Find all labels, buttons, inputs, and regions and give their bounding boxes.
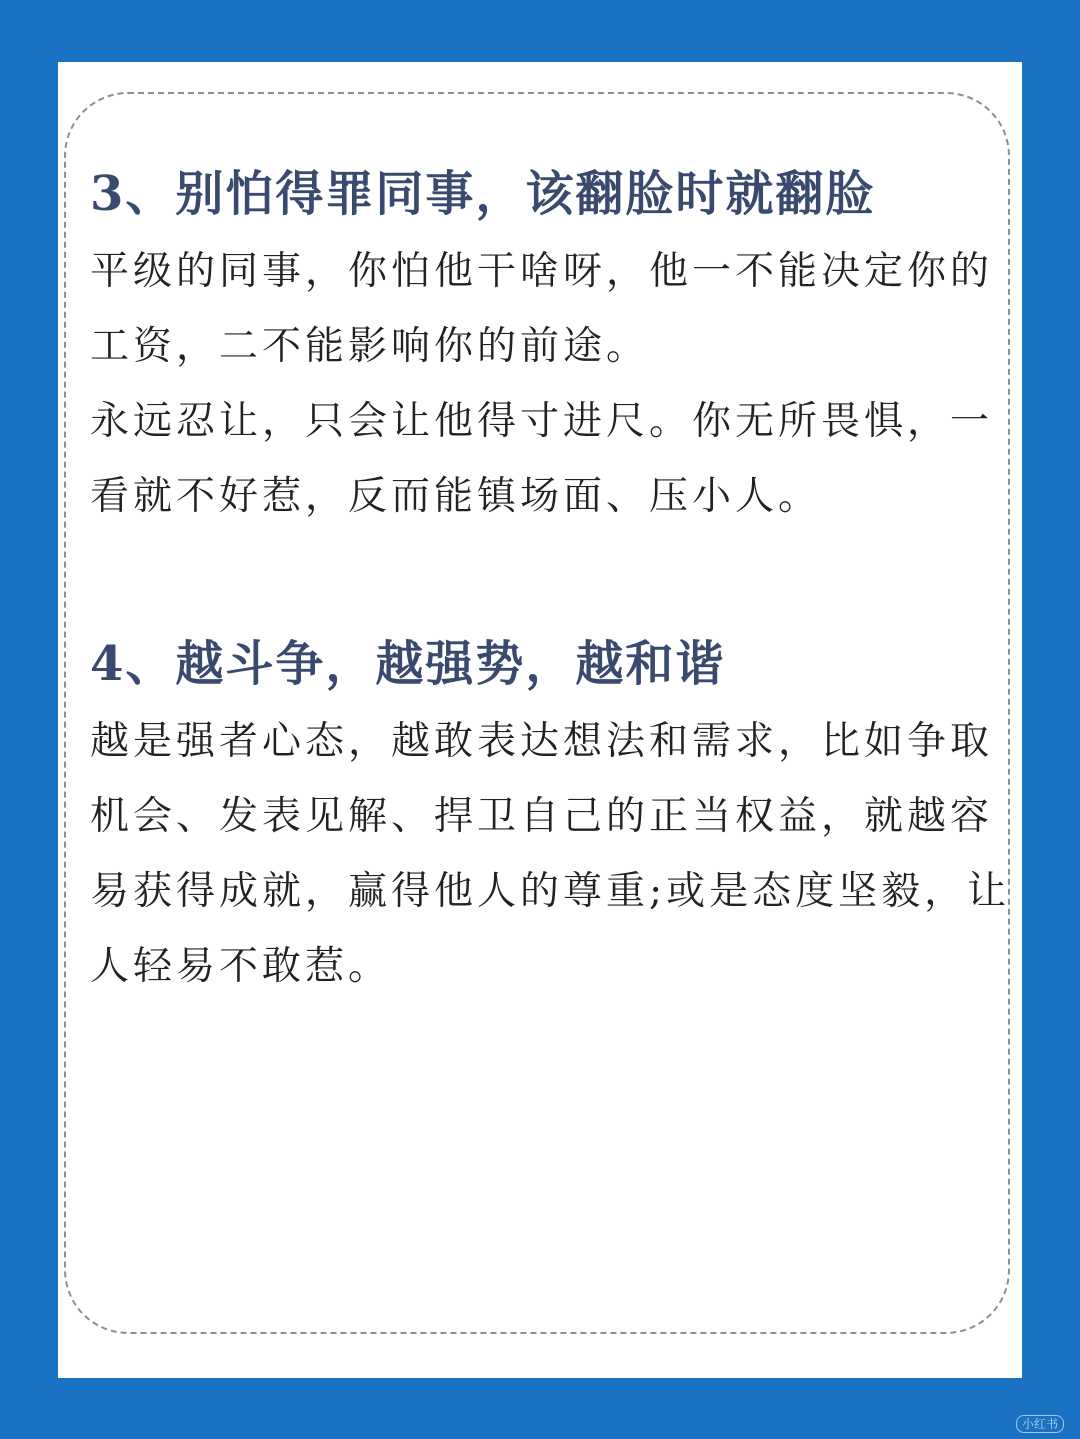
section-4-line-3: 易获得成就，赢得他人的尊重;或是态度坚毅，让 [90, 869, 1011, 914]
section-3-line-4: 看就不好惹，反而能镇场面、压小人。 [90, 474, 822, 519]
section-4-line-4: 人轻易不敢惹。 [90, 944, 392, 989]
section-4-line-1: 越是强者心态，越敢表达想法和需求，比如争取 [90, 719, 994, 764]
section-3-line-3: 永远忍让，只会让他得寸进尺。你无所畏惧，一 [90, 399, 994, 444]
section-3-heading: 3、别怕得罪同事，该翻脸时就翻脸 [90, 166, 876, 222]
section-3-line-1: 平级的同事，你怕他干啥呀，他一不能决定你的 [90, 249, 994, 294]
watermark-logo: 小红书 [1016, 1415, 1064, 1433]
section-4-heading: 4、越斗争，越强势，越和谐 [90, 636, 726, 692]
section-3 [90, 154, 994, 534]
section-4-line-2: 机会、发表见解、捍卫自己的正当权益，就越容 [90, 794, 994, 839]
content-card [58, 62, 1022, 1378]
section-3-line-2: 工资，二不能影响你的前途。 [90, 324, 650, 369]
section-4 [90, 624, 1011, 1004]
